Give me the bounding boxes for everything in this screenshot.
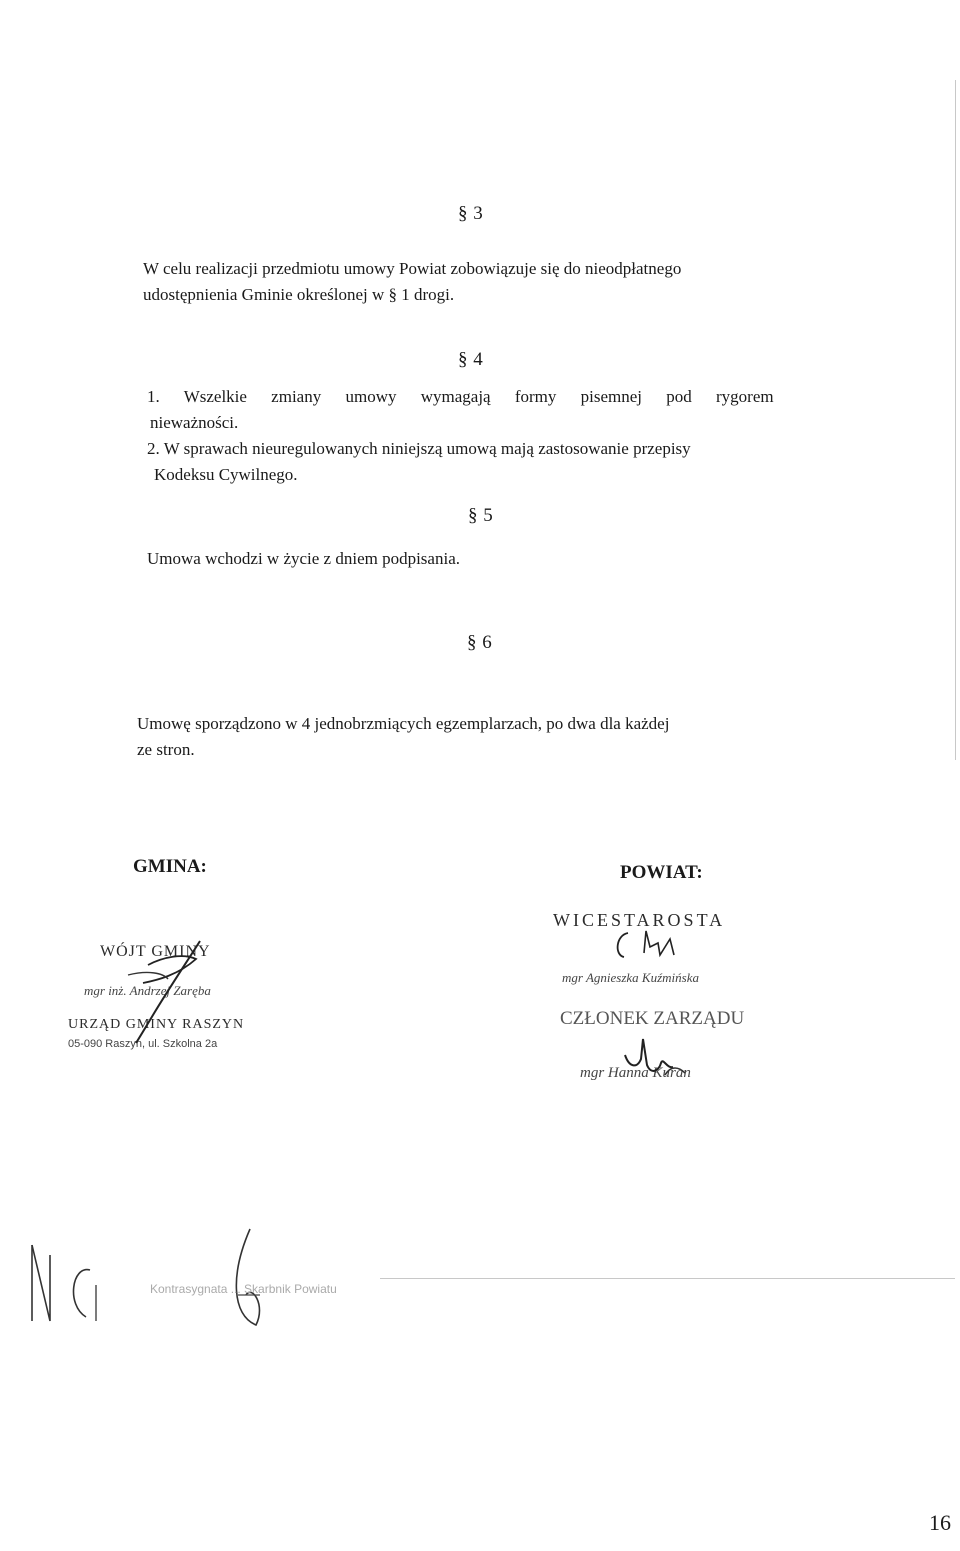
scan-divider-line bbox=[380, 1278, 955, 1279]
gmina-signature bbox=[108, 935, 218, 1045]
section-4-item-2-line-1: 2. W sprawach nieuregulowanych niniejszą umową mają zastosowanie przepisy bbox=[147, 439, 691, 458]
section-5-text: Umowa wchodzi w życie z dniem podpisania. bbox=[147, 549, 460, 568]
page-number: 16 bbox=[929, 1510, 951, 1535]
powiat-stamp-title-2: CZŁONEK ZARZĄDU bbox=[560, 1008, 745, 1029]
section-4-heading: § 4 bbox=[458, 349, 484, 370]
gmina-label: GMINA: bbox=[133, 856, 207, 877]
section-6-line-1: Umowę sporządzono w 4 jednobrzmiących egzemplarzach, po dwa dla każdej bbox=[137, 714, 670, 733]
powiat-label: POWIAT: bbox=[620, 862, 703, 883]
gmina-stamp-name: mgr inż. Andrzej Zaręba bbox=[84, 983, 211, 998]
powiat-signature-2 bbox=[615, 1025, 695, 1085]
section-3-line-2: udostępnienia Gminie określonej w § 1 drogi. bbox=[143, 285, 455, 304]
section-4-item-2-line-2: Kodeksu Cywilnego. bbox=[154, 465, 298, 484]
section-6-text bbox=[137, 711, 847, 763]
section-3-heading: § 3 bbox=[458, 203, 484, 224]
gmina-stamp bbox=[68, 935, 298, 1065]
gmina-address: 05-090 Raszyn, ul. Szkolna 2a bbox=[68, 1038, 218, 1050]
powiat-signature-1 bbox=[610, 925, 700, 965]
section-4-item-1-line-2: nieważności. bbox=[150, 413, 239, 432]
section-3-line-1: W celu realizacji przedmiotu umowy Powiat zobowiązuje się do nieodpłatnego bbox=[143, 259, 682, 278]
section-4-list bbox=[147, 384, 847, 488]
gmina-stamp-title: WÓJT GMINY bbox=[100, 943, 211, 960]
section-6-line-2: ze stron. bbox=[137, 740, 195, 759]
section-4-item-1-line-1: 1. Wszelkie zmiany umowy wymagają formy pisemnej pod rygorem bbox=[147, 387, 774, 406]
powiat-stamp bbox=[550, 905, 810, 1095]
gmina-office: URZĄD GMINY RASZYN bbox=[68, 1017, 245, 1032]
section-5-heading: § 5 bbox=[468, 505, 494, 526]
section-6-heading: § 6 bbox=[467, 632, 493, 653]
powiat-stamp-name: mgr Agnieszka Kuźmińska bbox=[562, 970, 699, 985]
initials-signature bbox=[20, 1225, 300, 1335]
faint-stamp: Kontrasygnata ... Skarbnik Powiatu bbox=[150, 1282, 337, 1296]
section-3-text bbox=[143, 256, 843, 308]
powiat-stamp-title: WICESTAROSTA bbox=[553, 910, 726, 930]
scan-edge-line bbox=[955, 80, 956, 760]
powiat-stamp-name-2: mgr Hanna Kuran bbox=[580, 1065, 691, 1081]
